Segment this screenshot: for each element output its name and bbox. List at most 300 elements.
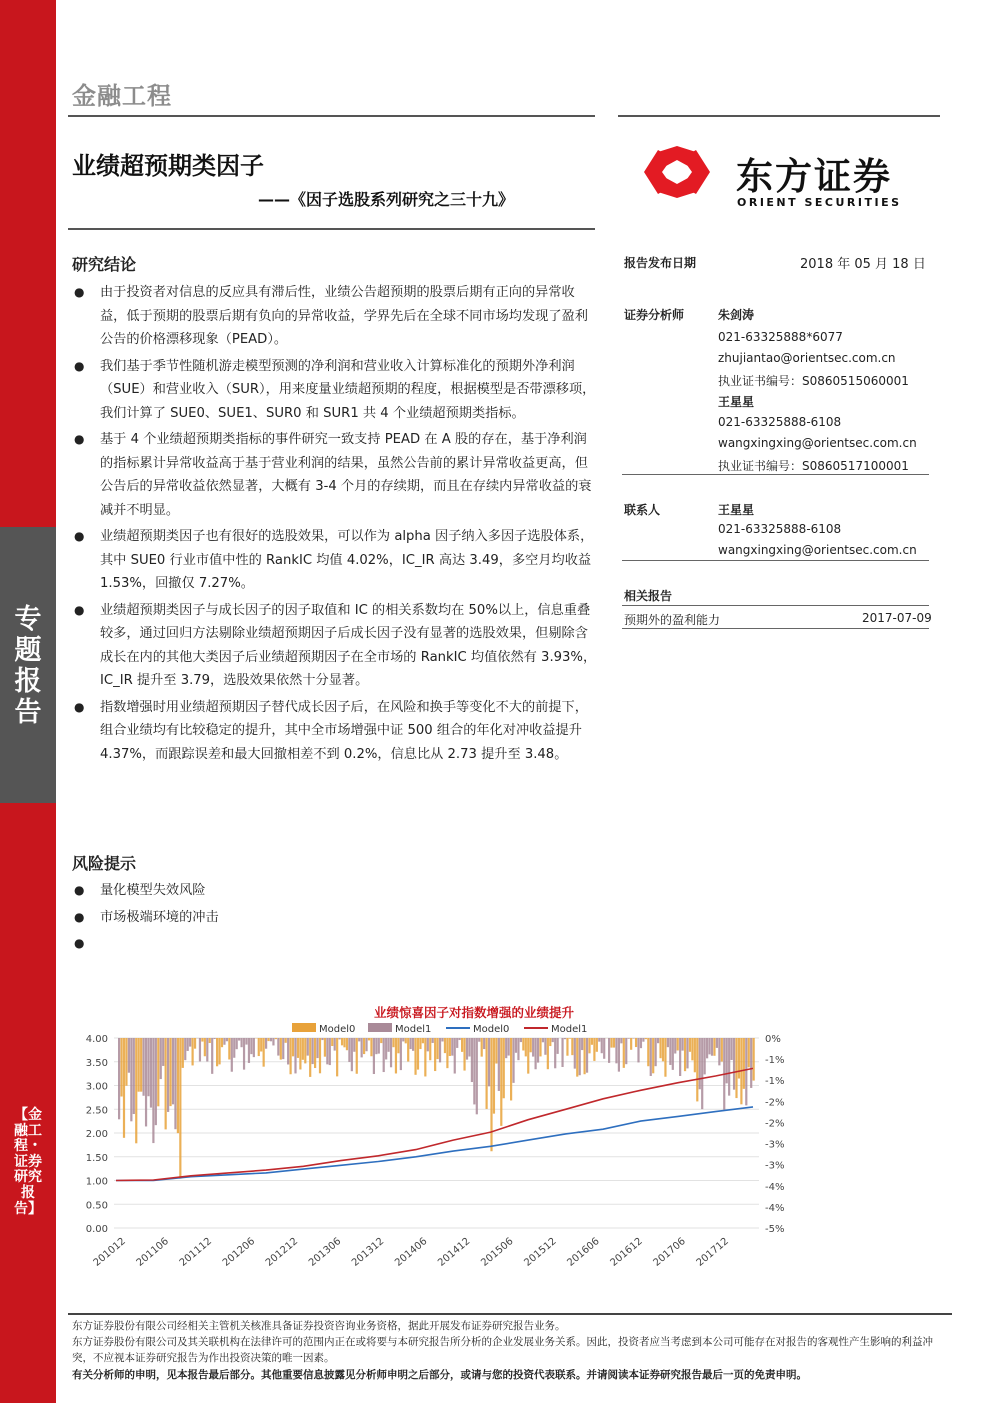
footer-divider bbox=[68, 1313, 952, 1315]
drawdown-bar bbox=[241, 1038, 243, 1047]
drawdown-bar bbox=[495, 1038, 497, 1064]
drawdown-bar bbox=[297, 1038, 299, 1058]
drawdown-bar bbox=[439, 1038, 441, 1062]
list-item: ● 我们基于季节性随机游走模型预测的净利润和营业收入计算标准化的预期外净利润（SUE）和营业收入（SUR），用来度量业绩超预期的程度，根据模型是否带漂移项，我们计算了 SUE0、SUE1、SUR0 和 SUR1 共 4 个业绩超预期类指标。 bbox=[72, 355, 600, 426]
y2-tick-label: -2% bbox=[765, 1097, 785, 1109]
drawdown-bar bbox=[429, 1038, 431, 1060]
drawdown-bar bbox=[299, 1038, 301, 1069]
x-tick-label: 201712 bbox=[694, 1235, 731, 1269]
drawdown-bar bbox=[265, 1038, 267, 1049]
divider bbox=[622, 474, 929, 475]
drawdown-bar bbox=[669, 1038, 671, 1065]
contact-phone: 021-63325888-6108 bbox=[718, 522, 842, 536]
analyst-cert: 执业证书编号：S0860515060001 bbox=[718, 374, 909, 388]
drawdown-bar bbox=[209, 1038, 211, 1043]
drawdown-bar bbox=[713, 1038, 715, 1056]
drawdown-bar bbox=[343, 1038, 345, 1047]
drawdown-bar bbox=[150, 1038, 152, 1108]
drawdown-bar bbox=[294, 1038, 296, 1073]
conclusion-heading: 研究结论 bbox=[72, 255, 137, 274]
list-item: ● 由于投资者对信息的反应具有滞后性，业绩公告超预期的股票后期有正向的异常收益，低于预期的股票后期有负向的异常收益，学界先后在全球不同市场均发现了盈利公告的价格漂移现象（PEAD）。 bbox=[72, 281, 600, 352]
section-name: 金融工程 bbox=[72, 82, 172, 110]
drawdown-bar bbox=[718, 1038, 720, 1065]
drawdown-bar bbox=[454, 1038, 456, 1074]
drawdown-bar bbox=[370, 1038, 372, 1056]
x-tick-label: 201412 bbox=[436, 1235, 473, 1269]
drawdown-bar bbox=[192, 1038, 194, 1065]
drawdown-bar bbox=[400, 1038, 402, 1070]
y2-tick-label: -1% bbox=[765, 1055, 785, 1067]
drawdown-bar bbox=[672, 1038, 674, 1070]
drawdown-bar bbox=[184, 1038, 186, 1060]
drawdown-bar bbox=[174, 1038, 176, 1129]
legend-label: Model1 bbox=[551, 1024, 588, 1035]
contact-name: 王星星 bbox=[718, 503, 755, 517]
drawdown-bar bbox=[657, 1038, 659, 1043]
divider bbox=[622, 560, 929, 561]
drawdown-bar bbox=[250, 1038, 252, 1054]
drawdown-bar bbox=[733, 1038, 735, 1090]
drawdown-bar bbox=[314, 1038, 316, 1068]
drawdown-bar bbox=[557, 1038, 559, 1054]
x-tick-label: 201512 bbox=[522, 1235, 559, 1269]
drawdown-bar bbox=[596, 1038, 598, 1052]
drawdown-bar bbox=[706, 1038, 708, 1058]
drawdown-bar bbox=[576, 1038, 578, 1077]
drawdown-bar bbox=[586, 1038, 588, 1073]
logo-text-cn: 东方证券 bbox=[736, 155, 892, 198]
drawdown-bar bbox=[368, 1038, 370, 1040]
y-tick-label: 1.00 bbox=[85, 1176, 108, 1188]
drawdown-bar bbox=[414, 1038, 416, 1075]
drawdown-bar bbox=[625, 1038, 627, 1064]
drawdown-bar bbox=[361, 1038, 363, 1057]
x-tick-label: 201306 bbox=[306, 1235, 344, 1269]
drawdown-bar bbox=[574, 1038, 576, 1069]
drawdown-bar bbox=[316, 1038, 318, 1058]
drawdown-bar bbox=[581, 1038, 583, 1050]
x-tick-label: 201706 bbox=[651, 1235, 688, 1269]
drawdown-bar bbox=[162, 1038, 164, 1066]
drawdown-bar bbox=[417, 1038, 419, 1070]
drawdown-bar bbox=[392, 1038, 394, 1047]
drawdown-bar bbox=[365, 1038, 367, 1051]
bullet-icon: ● bbox=[74, 699, 85, 714]
drawdown-bar bbox=[143, 1038, 145, 1096]
drawdown-bar bbox=[199, 1038, 201, 1061]
drawdown-bar bbox=[336, 1038, 338, 1076]
drawdown-bar bbox=[547, 1038, 549, 1069]
drawdown-bar bbox=[711, 1038, 713, 1056]
drawdown-bar bbox=[745, 1038, 747, 1105]
drawdown-bar bbox=[169, 1038, 171, 1106]
drawdown-bar bbox=[539, 1038, 541, 1056]
drawdown-bar bbox=[615, 1038, 617, 1063]
drawdown-bar bbox=[427, 1038, 429, 1051]
drawdown-bar bbox=[216, 1038, 218, 1066]
drawdown-bar bbox=[280, 1038, 282, 1060]
drawdown-bar bbox=[486, 1038, 488, 1109]
drawdown-bar bbox=[341, 1038, 343, 1045]
analyst-email[interactable]: zhujiantao@orientsec.com.cn bbox=[718, 351, 896, 365]
drawdown-bar bbox=[552, 1038, 554, 1042]
drawdown-bar bbox=[645, 1038, 647, 1039]
drawdown-bar bbox=[478, 1038, 480, 1042]
drawdown-bar bbox=[610, 1038, 612, 1048]
drawdown-bar bbox=[686, 1038, 688, 1068]
drawdown-bar bbox=[652, 1038, 654, 1073]
drawdown-bar bbox=[537, 1038, 539, 1063]
drawdown-bar bbox=[503, 1038, 505, 1098]
drawdown-bar bbox=[659, 1038, 661, 1058]
drawdown-bar bbox=[505, 1038, 507, 1058]
drawdown-bar bbox=[459, 1038, 461, 1040]
drawdown-bar bbox=[642, 1038, 644, 1042]
drawdown-bar bbox=[738, 1038, 740, 1079]
analyst-name: 王星星 bbox=[718, 395, 755, 409]
drawdown-bar bbox=[329, 1038, 331, 1065]
drawdown-bar bbox=[530, 1038, 532, 1052]
divider bbox=[622, 605, 929, 606]
drawdown-bar bbox=[677, 1038, 679, 1050]
drawdown-bar bbox=[449, 1038, 451, 1056]
disclaimer-line: 东方证券股份有限公司及其关联机构在法律许可的范围内正在或将要与本研究报告所分析的企业发展业务关系。因此，投资者应当考虑到本公司可能存在对报告的客观性产生影响的利益冲突，不应视本证券研究报告为作出投资决策的唯一因素。 bbox=[72, 1336, 933, 1364]
drawdown-bar bbox=[419, 1038, 421, 1049]
drawdown-bar bbox=[363, 1038, 365, 1054]
drawdown-bar bbox=[304, 1038, 306, 1063]
y2-tick-label: -2% bbox=[765, 1118, 785, 1130]
drawdown-bar bbox=[451, 1038, 453, 1056]
drawdown-bar bbox=[120, 1038, 122, 1097]
drawdown-bar bbox=[674, 1038, 676, 1054]
drawdown-bar bbox=[165, 1038, 167, 1129]
drawdown-bar bbox=[608, 1038, 610, 1063]
y2-tick-label: -3% bbox=[765, 1160, 785, 1172]
drawdown-bar bbox=[748, 1038, 750, 1067]
drawdown-bar bbox=[351, 1038, 353, 1071]
drawdown-bar bbox=[331, 1038, 333, 1046]
drawdown-bar bbox=[422, 1038, 424, 1043]
drawdown-bar bbox=[630, 1038, 632, 1050]
drawdown-bar bbox=[160, 1038, 162, 1079]
y-tick-label: 2.00 bbox=[85, 1129, 108, 1140]
bullet-icon: ● bbox=[74, 909, 85, 924]
drawdown-bar bbox=[753, 1038, 755, 1081]
drawdown-bar bbox=[177, 1038, 179, 1133]
report-category-label: 【金融工程・证券研究报告】 bbox=[14, 1107, 42, 1217]
divider bbox=[622, 628, 929, 629]
drawdown-bar bbox=[118, 1038, 120, 1119]
bullet-icon: ● bbox=[74, 602, 85, 617]
y2-tick-label: -4% bbox=[765, 1202, 785, 1214]
y2-tick-label: -3% bbox=[765, 1139, 785, 1151]
list-item: ● 基于 4 个业绩超预期类指标的事件研究一致支持 PEAD 在 A 股的存在，基于净利润的指标累计异常收益高于基于营业利润的结果，虽然公告前的累计异常收益更高，但公告后的异常收益依然显著，大概有 3-4 个月的存续期，而且在存续内异常收益的衰减并不明显。 bbox=[72, 428, 600, 522]
bullet-icon: ● bbox=[74, 285, 85, 299]
drawdown-bar bbox=[179, 1038, 181, 1179]
drawdown-bar bbox=[635, 1038, 637, 1047]
drawdown-bar bbox=[155, 1038, 157, 1125]
analyst-label: 证券分析师 bbox=[624, 308, 685, 322]
logo-text-en: ORIENT SECURITIES bbox=[737, 196, 902, 209]
drawdown-bar bbox=[662, 1038, 664, 1061]
orient-logo-icon bbox=[638, 142, 716, 202]
drawdown-bar bbox=[549, 1038, 551, 1046]
drawdown-bar bbox=[593, 1038, 595, 1061]
drawdown-bar bbox=[405, 1038, 407, 1043]
drawdown-bar bbox=[679, 1038, 681, 1076]
drawdown-bar bbox=[667, 1038, 669, 1047]
x-tick-label: 201606 bbox=[565, 1235, 602, 1269]
drawdown-bar bbox=[522, 1038, 524, 1050]
drawdown-bar bbox=[395, 1038, 397, 1073]
drawdown-bar bbox=[263, 1038, 265, 1067]
drawdown-bar bbox=[267, 1038, 269, 1041]
drawdown-bar bbox=[468, 1038, 470, 1057]
drawdown-bar bbox=[731, 1038, 733, 1060]
drawdown-bar bbox=[689, 1038, 691, 1052]
y2-tick-label: -1% bbox=[765, 1076, 785, 1088]
chart-bars bbox=[118, 1038, 755, 1179]
drawdown-bar bbox=[245, 1038, 247, 1045]
drawdown-bar bbox=[307, 1038, 309, 1056]
drawdown-bar bbox=[123, 1038, 125, 1138]
x-tick-label: 201212 bbox=[263, 1235, 301, 1269]
drawdown-bar bbox=[735, 1038, 737, 1098]
drawdown-bar bbox=[135, 1038, 137, 1143]
drawdown-bar bbox=[339, 1038, 341, 1039]
drawdown-bar bbox=[231, 1038, 233, 1072]
drawdown-bar bbox=[272, 1038, 274, 1045]
drawdown-bar bbox=[238, 1038, 240, 1041]
drawdown-bar bbox=[701, 1038, 703, 1109]
drawdown-bar bbox=[424, 1038, 426, 1076]
drawdown-bar bbox=[613, 1038, 615, 1048]
drawdown-bar bbox=[561, 1038, 563, 1067]
analyst-email[interactable]: wangxingxing@orientsec.com.cn bbox=[718, 436, 917, 450]
drawdown-bar bbox=[353, 1038, 355, 1052]
drawdown-bar bbox=[432, 1038, 434, 1043]
chart-grid bbox=[114, 1038, 759, 1228]
drawdown-bar bbox=[138, 1038, 140, 1092]
drawdown-bar bbox=[650, 1038, 652, 1076]
drawdown-bar bbox=[508, 1038, 510, 1056]
drawdown-bar bbox=[655, 1038, 657, 1066]
drawdown-bar bbox=[510, 1038, 512, 1100]
bullet-icon: ● bbox=[74, 358, 85, 373]
list-item: ● 业绩超预期类因子也有很好的选股效果，可以作为 alpha 因子纳入多因子选股体系，其中 SUE0 行业市值中性的 RankIC 均值 4.02%，IC_IR 高达 3.49，多空月均收益 1.53%，回撤仅 7.27%。 bbox=[72, 525, 600, 596]
drawdown-bar bbox=[248, 1038, 250, 1063]
drawdown-bar bbox=[444, 1038, 446, 1053]
report-type-label: 专题报告 bbox=[14, 604, 42, 728]
list-item: ● 业绩超预期类因子与成长因子的因子取值和 IC 的相关系数均在 50%以上，信息重叠较多，通过回归方法剔除业绩超预期因子后成长因子没有显著的选股效果，但剔除含成长在内的其他大类因子后业绩超预期因子在全市场的 RankIC 均值依然有 3.93%，IC_IR 提升至 3.79，选股效果依然十分显著。 bbox=[72, 599, 600, 693]
drawdown-bar bbox=[750, 1038, 752, 1088]
drawdown-bar bbox=[334, 1038, 336, 1051]
drawdown-bar bbox=[133, 1038, 135, 1114]
drawdown-bar bbox=[527, 1038, 529, 1074]
risk-heading: 风险提示 bbox=[72, 854, 137, 873]
drawdown-bar bbox=[434, 1038, 436, 1071]
drawdown-bar bbox=[410, 1038, 412, 1049]
list-item: ● 市场极端环境的冲击 bbox=[72, 906, 600, 930]
drawdown-bar bbox=[152, 1038, 154, 1143]
drawdown-bar bbox=[579, 1038, 581, 1075]
drawdown-bar bbox=[584, 1038, 586, 1074]
legend-swatch bbox=[368, 1023, 392, 1032]
drawdown-bar bbox=[285, 1038, 287, 1043]
drawdown-bar bbox=[189, 1038, 191, 1047]
drawdown-bar bbox=[358, 1038, 360, 1041]
analyst-name: 朱剑涛 bbox=[718, 308, 755, 322]
x-tick-label: 201206 bbox=[220, 1235, 258, 1269]
divider bbox=[68, 228, 595, 230]
drawdown-bar bbox=[708, 1038, 710, 1054]
y-tick-label: 3.00 bbox=[85, 1081, 108, 1093]
drawdown-bar bbox=[356, 1038, 358, 1074]
drawdown-bar bbox=[319, 1038, 321, 1073]
drawdown-bar bbox=[512, 1038, 514, 1083]
x-tick-label: 201312 bbox=[350, 1235, 387, 1269]
drawdown-bar bbox=[321, 1038, 323, 1040]
chart-legend bbox=[292, 1023, 587, 1035]
drawdown-bar bbox=[640, 1038, 642, 1048]
drawdown-bar bbox=[312, 1038, 314, 1064]
y-tick-label: 4.00 bbox=[85, 1034, 108, 1045]
drawdown-bar bbox=[226, 1038, 228, 1041]
drawdown-bar bbox=[221, 1038, 223, 1047]
drawdown-bar bbox=[172, 1038, 174, 1104]
drawdown-bar bbox=[520, 1038, 522, 1042]
drawdown-bar bbox=[378, 1038, 380, 1054]
side-band-top bbox=[0, 0, 56, 527]
drawdown-bar bbox=[471, 1038, 473, 1082]
drawdown-bar bbox=[564, 1038, 566, 1039]
drawdown-bar bbox=[588, 1038, 590, 1053]
drawdown-bar bbox=[532, 1038, 534, 1057]
list-item: ● 量化模型失效风险 bbox=[72, 879, 600, 903]
risk-list bbox=[72, 879, 600, 950]
drawdown-bar bbox=[373, 1038, 375, 1074]
drawdown-bar bbox=[223, 1038, 225, 1045]
drawdown-bar bbox=[618, 1038, 620, 1072]
drawdown-bar bbox=[383, 1038, 385, 1072]
drawdown-bar bbox=[218, 1038, 220, 1064]
x-tick-label: 201106 bbox=[134, 1235, 171, 1269]
drawdown-bar bbox=[206, 1038, 208, 1061]
y2-tick-label: 0% bbox=[765, 1034, 781, 1045]
drawdown-bar bbox=[463, 1038, 465, 1071]
drawdown-bar bbox=[211, 1038, 213, 1074]
drawdown-bar bbox=[326, 1038, 328, 1064]
bullet-icon: ● bbox=[74, 883, 85, 897]
drawdown-bar bbox=[517, 1038, 519, 1060]
drawdown-bar bbox=[483, 1038, 485, 1049]
drawdown-bar bbox=[743, 1038, 745, 1089]
drawdown-bar bbox=[130, 1038, 132, 1121]
drawdown-bar bbox=[461, 1038, 463, 1052]
drawdown-bar bbox=[691, 1038, 693, 1060]
disclaimer-line: 东方证券股份有限公司经相关主管机关核准具备证券投资咨询业务资格，据此开展发布证券研究报告业务。 bbox=[72, 1320, 566, 1332]
drawdown-bar bbox=[544, 1038, 546, 1055]
drawdown-bar bbox=[407, 1038, 409, 1062]
drawdown-bar bbox=[694, 1038, 696, 1072]
drawdown-bar bbox=[628, 1038, 630, 1039]
drawdown-bar bbox=[292, 1038, 294, 1056]
disclaimer-line: 有关分析师的申明，见本报告最后部分。其他重要信息披露见分析师申明之后部分，或请与您的投资代表联系。并请阅读本证券研究报告最后一页的免责申明。 bbox=[72, 1369, 807, 1381]
y2-tick-label: -4% bbox=[765, 1181, 785, 1193]
publish-date: 2018 年 05 月 18 日 bbox=[800, 257, 926, 272]
drawdown-bar bbox=[515, 1038, 517, 1053]
drawdown-bar bbox=[277, 1038, 279, 1056]
drawdown-bar bbox=[456, 1038, 458, 1048]
drawdown-bar bbox=[201, 1038, 203, 1042]
bullet-icon: ● bbox=[74, 936, 85, 950]
bullet-icon: ● bbox=[74, 529, 85, 543]
drawdown-bar bbox=[275, 1038, 277, 1039]
drawdown-bar bbox=[704, 1038, 706, 1074]
y-tick-label: 0.00 bbox=[85, 1224, 108, 1235]
related-label: 相关报告 bbox=[624, 589, 673, 603]
x-tick-label: 201406 bbox=[393, 1235, 430, 1269]
drawdown-bar bbox=[682, 1038, 684, 1051]
drawdown-bar bbox=[566, 1038, 568, 1056]
y2-tick-label: -5% bbox=[765, 1224, 785, 1235]
drawdown-bar bbox=[375, 1038, 377, 1054]
contact-label: 联系人 bbox=[624, 503, 661, 517]
legend-label: Model1 bbox=[395, 1024, 432, 1035]
drawdown-bar bbox=[290, 1038, 292, 1074]
related-report-title[interactable]: 预期外的盈利能力 bbox=[624, 613, 721, 627]
drawdown-bar bbox=[716, 1038, 718, 1048]
drawdown-bar bbox=[128, 1038, 130, 1073]
y-tick-label: 1.50 bbox=[85, 1152, 108, 1164]
drawdown-bar bbox=[187, 1038, 189, 1051]
legend-swatch bbox=[292, 1023, 316, 1032]
drawdown-bar bbox=[481, 1038, 483, 1057]
drawdown-bar bbox=[282, 1038, 284, 1059]
divider bbox=[618, 115, 940, 117]
drawdown-bar bbox=[397, 1038, 399, 1053]
report-title: 业绩超预期类因子 bbox=[72, 152, 264, 180]
report-subtitle: ——《因子选股系列研究之三十九》 bbox=[258, 190, 515, 209]
drawdown-bar bbox=[260, 1038, 262, 1052]
drawdown-bar bbox=[603, 1038, 605, 1059]
enhancement-chart bbox=[74, 1000, 794, 1300]
drawdown-bar bbox=[726, 1038, 728, 1083]
y-tick-label: 2.50 bbox=[85, 1105, 108, 1117]
drawdown-bar bbox=[699, 1038, 701, 1089]
drawdown-bar bbox=[402, 1038, 404, 1041]
x-tick-label: 201612 bbox=[608, 1235, 645, 1269]
drawdown-bar bbox=[542, 1038, 544, 1042]
list-item: ● 指数增强时用业绩超预期因子替代成长因子后，在风险和换手等变化不大的前提下，组合业绩均有比较稳定的提升，其中全市场增强中证 500 组合的年化对冲收益提升 4.37%，而跟踪误差和最大回撤相差不到 0.2%，信息比从 2.73 提升至 3.48。 bbox=[72, 696, 600, 767]
drawdown-bar bbox=[721, 1038, 723, 1062]
drawdown-bar bbox=[140, 1038, 142, 1092]
drawdown-bar bbox=[214, 1038, 216, 1039]
drawdown-bar bbox=[385, 1038, 387, 1059]
drawdown-bar bbox=[157, 1038, 159, 1106]
drawdown-bar bbox=[591, 1038, 593, 1045]
drawdown-bar bbox=[664, 1038, 666, 1077]
drawdown-bar bbox=[633, 1038, 635, 1039]
contact-email[interactable]: wangxingxing@orientsec.com.cn bbox=[718, 543, 917, 557]
drawdown-bar bbox=[243, 1038, 245, 1070]
drawdown-bar bbox=[309, 1038, 311, 1077]
drawdown-bar bbox=[466, 1038, 468, 1060]
drawdown-bar bbox=[598, 1038, 600, 1042]
bullet-icon: ● bbox=[74, 432, 85, 446]
series-line-model0 bbox=[116, 1107, 753, 1181]
drawdown-bar bbox=[493, 1038, 495, 1114]
